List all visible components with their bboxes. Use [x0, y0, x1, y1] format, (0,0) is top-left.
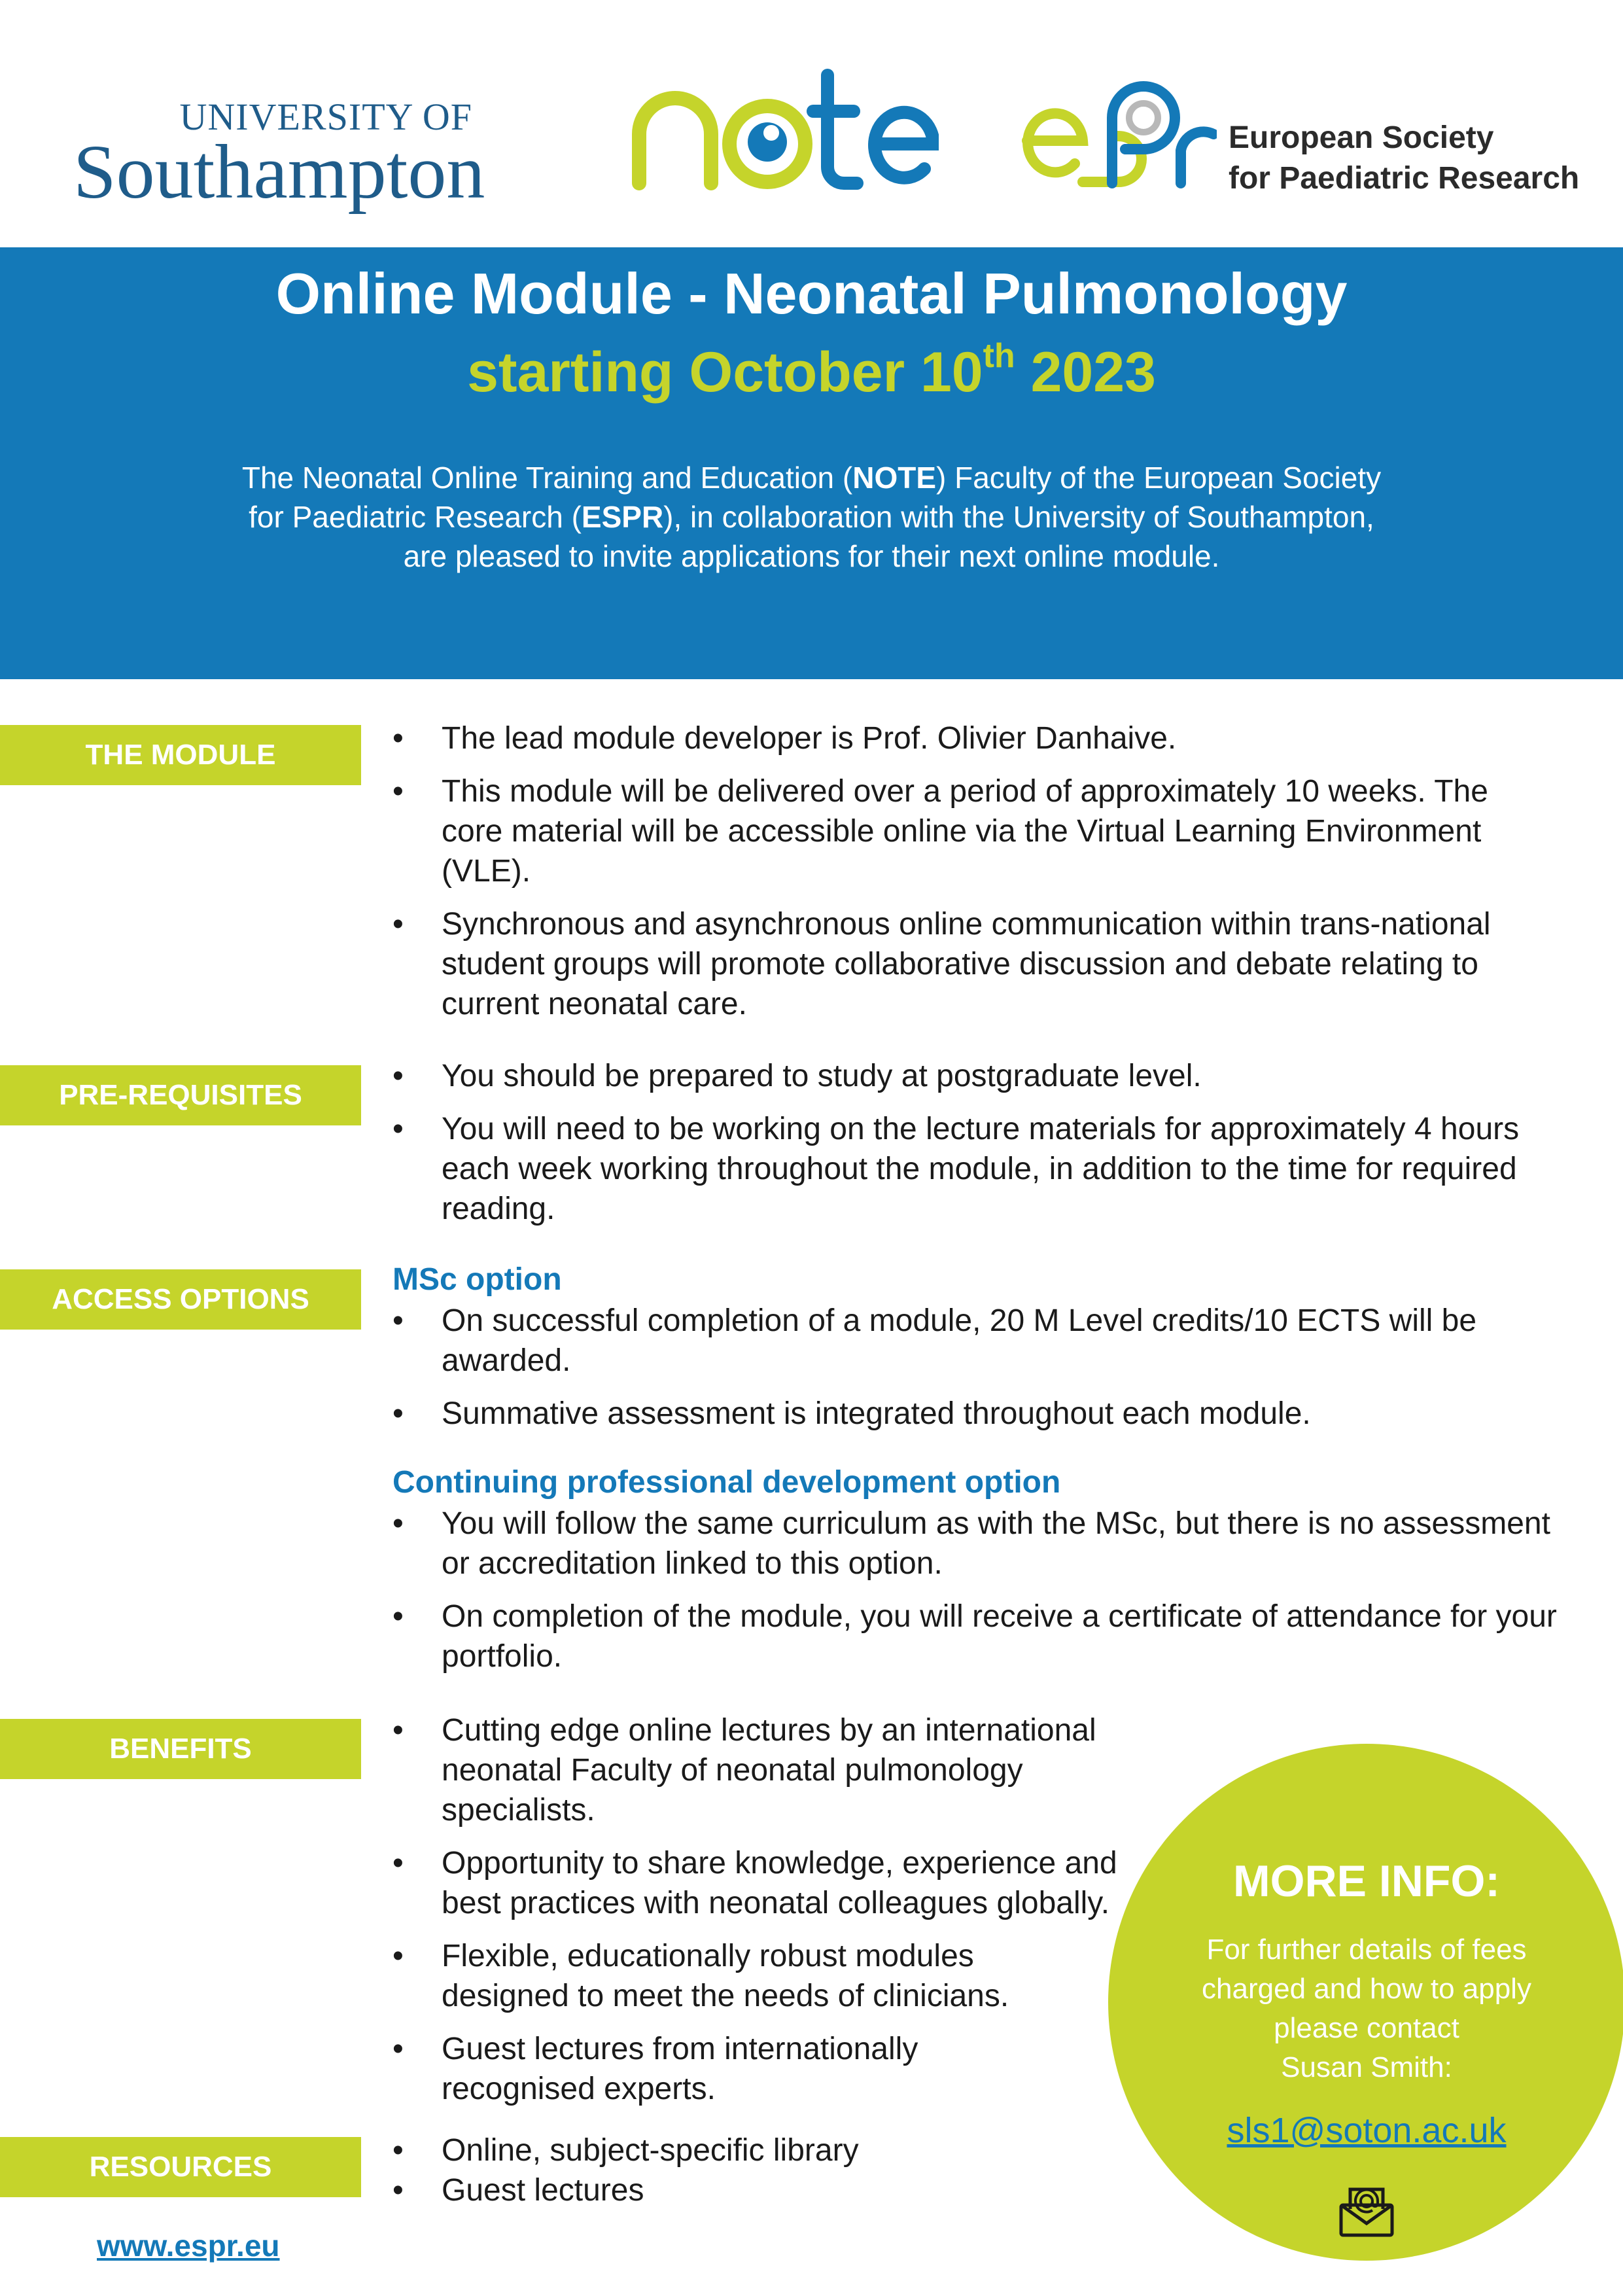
start-date-ordinal: th [983, 337, 1015, 375]
espr-name-line2: for Paediatric Research [1229, 161, 1580, 196]
list-item: • On completion of the module, you will receive a certificate of attendance for your portfolio. [393, 1597, 1557, 1676]
envelope-at-icon [1337, 2185, 1396, 2238]
list-item: • Guest lectures from internationally recognised experts. [393, 2029, 1030, 2109]
more-info-line: For further details of fees [1206, 1934, 1527, 1966]
list-item: • Synchronous and asynchronous online communication within trans-national student groups will promote collaborative discussion and debate relating to current neonatal care. [393, 904, 1557, 1024]
list-item: • You should be prepared to study at postgraduate level. [393, 1056, 1557, 1096]
list-item: • Flexible, educationally robust modules designed to meet the needs of clinicians. [393, 1936, 1096, 2016]
module-list [393, 718, 1557, 1037]
intro-text: ), in collaboration with the University of Southampton, [663, 500, 1374, 534]
intro-note-bold: NOTE [852, 461, 936, 495]
note-logo [631, 62, 939, 193]
page-title: Online Module - Neonatal Pulmonology [275, 261, 1348, 326]
contact-email-link[interactable]: sls1@soton.ac.uk [1227, 2111, 1507, 2150]
intro-text: are pleased to invite applications for their next online module. [403, 539, 1220, 573]
section-label-benefits: BENEFITS [0, 1719, 361, 1779]
start-date [0, 337, 1623, 405]
intro-espr-bold: ESPR [581, 500, 664, 534]
espr-name-line1: European Society [1229, 120, 1494, 155]
cpd-option-list [393, 1504, 1557, 1689]
website-link[interactable]: www.espr.eu [97, 2229, 280, 2263]
list-item: • Online, subject-specific library [393, 2130, 1047, 2170]
list-item: • You will follow the same curriculum as with the MSc, but there is no assessment or accreditation linked to this option. [393, 1504, 1557, 1583]
more-info-line: charged and how to apply [1202, 1973, 1531, 2005]
more-info-line: please contact [1274, 2012, 1459, 2044]
list-item: • This module will be delivered over a period of approximately 10 weeks. The core material will be accessible online via the Virtual Learning Environment (VLE). [393, 771, 1557, 891]
list-item: • Guest lectures [393, 2170, 1047, 2210]
section-label-module: THE MODULE [0, 725, 361, 785]
more-info-text [1108, 1930, 1623, 2087]
msc-option-heading: MSc option [393, 1262, 562, 1297]
espr-logo-mark [1021, 72, 1217, 190]
section-label-prerequisites: PRE-REQUISITES [0, 1065, 361, 1125]
section-label-resources: RESOURCES [0, 2137, 361, 2197]
msc-option-list [393, 1301, 1557, 1447]
espr-logo-text [1229, 118, 1579, 199]
list-item: • Summative assessment is integrated throughout each module. [393, 1394, 1557, 1434]
prerequisites-list [393, 1056, 1557, 1242]
benefits-list [393, 1710, 1145, 2122]
southampton-logo-line2: Southampton [73, 129, 485, 215]
intro-text: for Paediatric Research ( [249, 500, 582, 534]
more-info-title: MORE INFO: [1233, 1856, 1500, 1906]
southampton-logo [73, 96, 518, 215]
list-item: • Opportunity to share knowledge, experience and best practices with neonatal colleagues globally. [393, 1843, 1168, 1923]
section-label-access-options: ACCESS OPTIONS [0, 1269, 361, 1330]
cpd-option-heading: Continuing professional development option [393, 1465, 1061, 1500]
intro-text: The Neonatal Online Training and Education ( [241, 461, 853, 495]
resources-list [393, 2130, 1047, 2210]
more-info-line: Susan Smith: [1281, 2051, 1452, 2083]
list-item: • On successful completion of a module, 20 M Level credits/10 ECTS will be awarded. [393, 1301, 1557, 1381]
intro-paragraph [0, 458, 1623, 576]
start-date-year: 2023 [1015, 341, 1156, 404]
list-item: • Cutting edge online lectures by an international neonatal Faculty of neonatal pulmonology specialists. [393, 1710, 1168, 1830]
intro-text: ) Faculty of the European Society [936, 461, 1382, 495]
list-item: • The lead module developer is Prof. Olivier Danhaive. [393, 718, 1557, 758]
start-date-text: starting October 10 [467, 341, 983, 404]
list-item: • You will need to be working on the lecture materials for approximately 4 hours each week working throughout the module, in addition to the time for required reading. [393, 1109, 1557, 1229]
southampton-logo-line1: UNIVERSITY OF [179, 96, 472, 138]
